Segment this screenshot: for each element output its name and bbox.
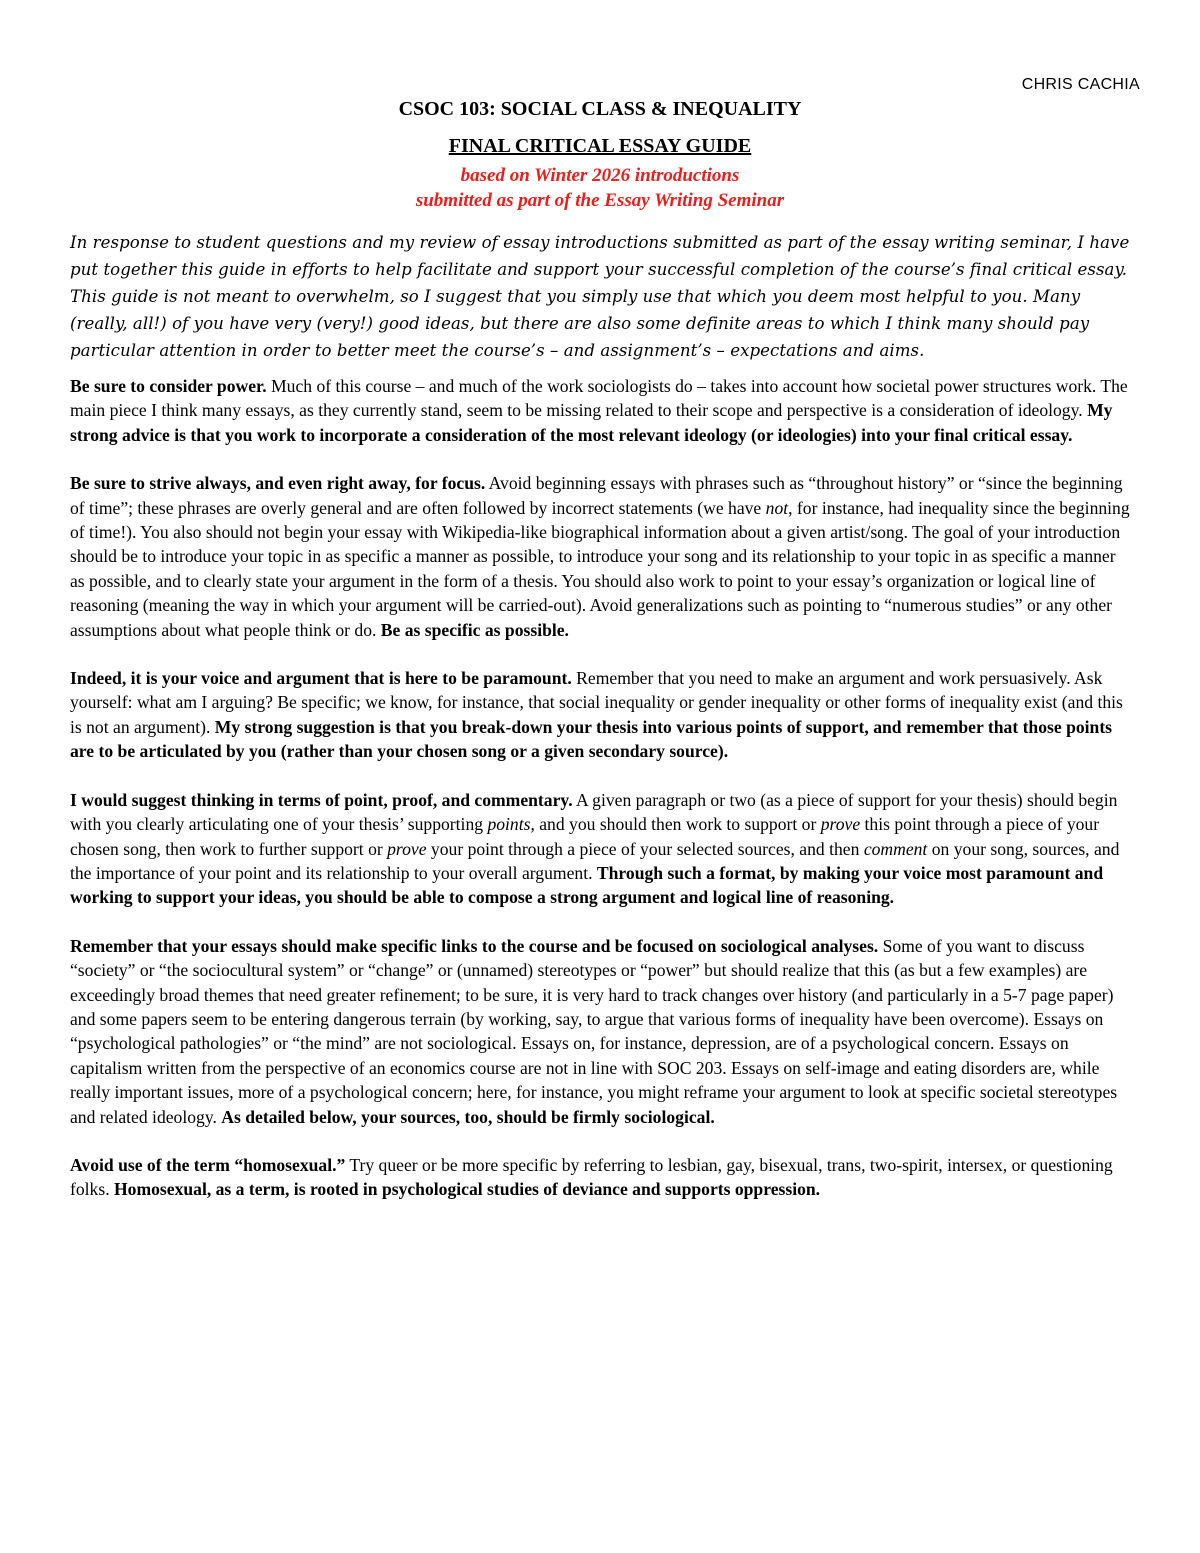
paragraph-text: Try queer or be more specific by referring to lesbian, gay, bisexual, trans, two-spirit, intersex, or questioning folks. (70, 1154, 1113, 1200)
paragraph-text: A given paragraph or two (as a piece of support for your thesis) should begin with you clearly articulating one of your thesis’ supporting (70, 789, 1118, 835)
paragraph-point-proof-commentary (70, 788, 1132, 910)
paragraph-text: Some of you want to discuss “society” or “the sociocultural system” or “change” or (unnamed) stereotypes or “power” but should realize that this (as but a few examples) are exceedingly broad themes that need greater refinement; to be sure, it is very hard to track changes over history (and particularly in a 5-7 page paper) and some papers seem to be entering dangerous terrain (by working, say, to argue that various forms of inequality have been overcome). Essays on “psychological pathologies” or “the mind” are not sociological. Essays on, for instance, depression, are of a psychological concern. Essays on capitalism written from the perspective of an economics course are not in line with SOC 203. Essays on self-image and eating disorders are, while really important issues, more of a psychological concern; here, for instance, you might reframe your argument to look at specific societal stereotypes and related ideology. (70, 935, 1118, 1127)
paragraph-italic: not (765, 497, 789, 518)
paragraph-italic: points (487, 814, 531, 835)
paragraph-italic: prove (820, 814, 861, 835)
guide-title: FINAL CRITICAL ESSAY GUIDE (448, 135, 752, 157)
paragraph-lead: I would suggest thinking in terms of point, proof, and commentary. (70, 789, 573, 810)
paragraph-lead: Indeed, it is your voice and argument that is here to be paramount. (70, 668, 572, 689)
paragraph-text: Avoid beginning essays with phrases such as “throughout history” or “since the beginning of time”; these phrases are overly general and are often followed by incorrect statements (we have (70, 473, 1123, 518)
paragraph-lead: Be sure to consider power. (70, 376, 267, 396)
paragraph-lead: Avoid use of the term “homosexual.” (70, 1154, 346, 1175)
paragraph-text: this point through a piece of your chosen song, then work to further support or (70, 814, 1100, 859)
title-block (0, 97, 1200, 213)
paragraph-text: Remember that you need to make an argument and work persuasively. Ask yourself: what am I arguing? Be specific; we know, for instance, that social inequality or gender inequality or other forms of inequality exist (and this is not an argument). (70, 668, 1123, 737)
paragraph-italic: comment (863, 838, 928, 859)
subtitle-line-2: submitted as part of the Essay Writing Seminar (415, 190, 785, 211)
document-body (70, 229, 1132, 1226)
paragraph-text: , and you should then work to support or (530, 814, 821, 835)
author-name: CHRIS CACHIA (1021, 76, 1140, 93)
paragraph-emphasis: Homosexual, as a term, is rooted in psychological studies of deviance and supports oppression. (113, 1179, 821, 1200)
paragraph-power (70, 374, 1132, 447)
paragraph-sociological-links (70, 934, 1132, 1129)
paragraph-lead: Remember that your essays should make specific links to the course and be focused on sociological analyses. (70, 935, 879, 956)
paragraph-lead: Be sure to strive always, and even right away, for focus. (70, 473, 486, 494)
paragraph-emphasis: As detailed below, your sources, too, should be firmly sociological. (221, 1106, 715, 1127)
paragraph-italic: prove (387, 838, 427, 859)
course-title: CSOC 103: SOCIAL CLASS & INEQUALITY (398, 98, 802, 120)
paragraph-emphasis: My strong advice is that you work to incorporate a consideration of the most relevant ideology (or ideologies) into your final critical essay. (70, 400, 1113, 445)
paragraph-text: Much of this course – and much of the work sociologists do – takes into account how societal power structures work. The main piece I think many essays, as they currently stand, seem to be missing related to their scope and perspective is a consideration of ideology. (70, 376, 1128, 421)
paragraph-text: , for instance, had inequality since the beginning of time!). You also should not begin your essay with Wikipedia-like biographical information about a given artist/song. The goal of your introduction should be to introduce your topic in as specific a manner as possible, to introduce your song and its relationship to your topic in as specific a manner as possible, and to clearly state your argument in the form of a thesis. You should also work to point to your essay’s organization or logical line of reasoning (meaning the way in which your argument will be carried-out). Avoid generalizations such as pointing to “numerous studies” or any other assumptions about what people think or do. (70, 497, 1130, 640)
paragraph-emphasis: Be as specific as possible. (380, 619, 569, 640)
paragraph-focus (70, 471, 1132, 642)
paragraph-emphasis: Through such a format, by making your voice most paramount and working to support your ideas, you should be able to compose a strong argument and logical line of reasoning. (70, 862, 1104, 908)
paragraph-voice (70, 666, 1132, 764)
paragraph-terminology (70, 1153, 1132, 1202)
intro-paragraph: In response to student questions and my review of essay introductions submitted as part of the essay writing seminar, I have put together this guide in efforts to help facilitate and support your successful completion of the course’s final critical essay. This guide is not meant to overwhelm, so I suggest that you simply use that which you deem most helpful to you. Many (really, all!) of you have very (very!) good ideas, but there are also some definite areas to which I think many should pay particular attention in order to better meet the course’s – and assignment’s – expectations and aims. (70, 233, 1130, 360)
subtitle-line-1: based on Winter 2026 introductions (460, 165, 740, 186)
paragraph-emphasis: My strong suggestion is that you break-down your thesis into various points of support, and remember that those points are to be articulated by you (rather than your chosen song or a given secondary source). (70, 716, 1113, 762)
paragraph-text: on your song, sources, and the importance of your point and its relationship to your overall argument. (70, 838, 1120, 883)
paragraph-text: your point through a piece of your selected sources, and then (426, 838, 864, 859)
